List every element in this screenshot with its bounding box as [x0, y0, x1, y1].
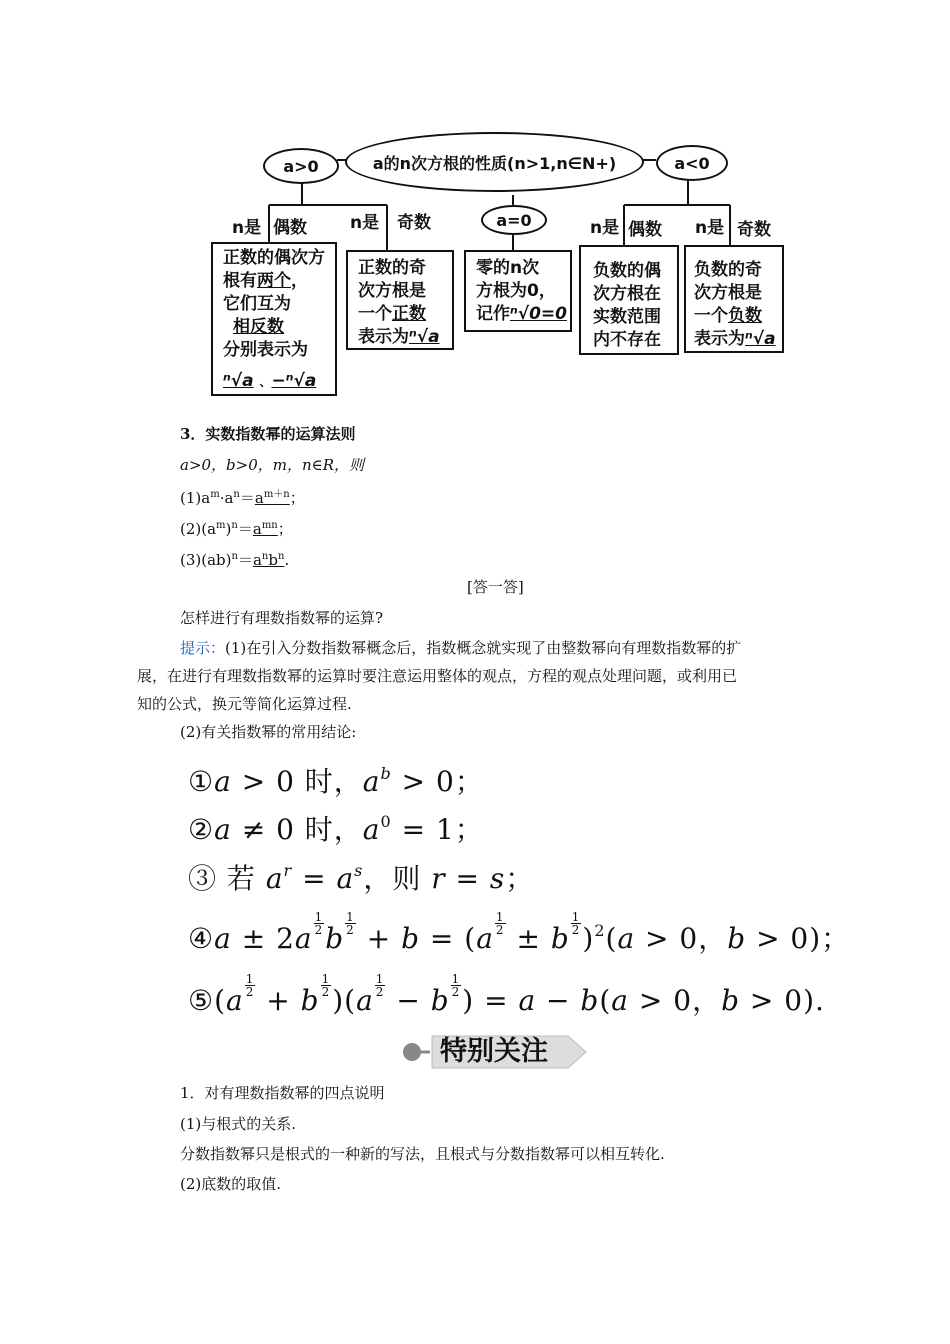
- special-item1: 1．对有理数指数幂的四点说明: [180, 1084, 385, 1102]
- condition-a-positive: [263, 148, 339, 184]
- qa-point2: (2)有关指数幂的常用结论:: [180, 723, 357, 741]
- box1-line3: 它们互为: [223, 294, 291, 314]
- qa-hint-line1: 提示：(1)在引入分数指数幂概念后，指数概念就实现了由整数幂向有理数指数幂的扩: [180, 639, 742, 657]
- box2-line4: 表示为ⁿ√a: [358, 327, 440, 347]
- box-positive-odd: [346, 250, 454, 350]
- formula-3: ③ 若 $a^r = a^s$，则 r = s；: [188, 861, 535, 895]
- section3-title: 3．实数指数幂的运算法则: [180, 425, 356, 443]
- special-item1-1-desc: 分数指数幂只是根式的一种新的写法，且根式与分数指数幂可以相互转化.: [180, 1145, 665, 1163]
- label-odd-1: 奇数: [397, 213, 431, 233]
- box2-line3: 一个正数: [358, 304, 426, 324]
- condition-a-negative-label: a<0: [674, 153, 710, 173]
- box-zero: [464, 250, 572, 332]
- box5-line2: 次方根是: [694, 283, 762, 303]
- label-odd-2: 奇数: [737, 220, 771, 240]
- label-n-is-4: n是: [695, 218, 725, 238]
- box5-line4: 表示为ⁿ√a: [694, 329, 776, 349]
- condition-a-positive-label: a>0: [283, 156, 319, 176]
- formula-1: ①a > 0 时，$a^b > 0$；: [188, 764, 484, 798]
- box1-line1: 正数的偶次方: [223, 248, 325, 268]
- box1-line2: 根有两个，: [223, 271, 308, 291]
- label-even-2: 偶数: [628, 220, 662, 240]
- qa-hint-line2: 展，在进行有理数指数幂的运算时要注意运用整体的观点，方程的观点处理问题，或利用已: [137, 667, 738, 685]
- hint-label: 提示：: [180, 639, 226, 657]
- condition-a-zero-label: a=0: [496, 210, 532, 230]
- center-oval-label: a的n次方根的性质(n>1,n∈N+): [372, 153, 617, 173]
- condition-a-zero: [481, 205, 547, 235]
- special-banner: [400, 1032, 590, 1072]
- box-negative-odd: [684, 245, 784, 353]
- banner-title: 特别关注: [440, 1036, 548, 1067]
- box2-line1: 正数的奇: [358, 258, 426, 278]
- box5-line3: 一个负数: [694, 306, 762, 326]
- formula-5: ⑤(a $\frac{1}{2}$ + b $\frac{1}{2}$ )(a $\frac{1}{2}$ − b $\frac{1}{2}$ ) = a − b(a > 0，b > 0).: [188, 972, 825, 1017]
- condition-a-negative: [656, 145, 728, 181]
- special-item1-2: (2)底数的取值.: [180, 1175, 282, 1193]
- section3-conditions: a>0，b>0，m，n∈R，则: [180, 456, 365, 474]
- label-n-is-1: n是: [232, 218, 262, 238]
- box5-line1: 负数的奇: [694, 260, 762, 280]
- qa-hint-line3: 知的公式，换元等简化运算过程.: [137, 695, 352, 713]
- center-oval: [345, 132, 644, 192]
- box4-line4: 内不存在: [593, 330, 661, 350]
- box4-line3: 实数范围: [593, 307, 661, 327]
- box4-line1: 负数的偶: [593, 261, 661, 281]
- label-n-is-2: n是: [350, 213, 380, 233]
- formula-2: ②a ≠ 0 时，$a^0 = 1$；: [188, 812, 484, 846]
- rule-2: $(2)(a^m)^n=a^{mn}$；: [180, 520, 293, 538]
- box1-exprs: ⁿ√a 、−ⁿ√a: [223, 371, 317, 391]
- rule-3: $(3)(ab)^n=a^nb^n$.: [180, 551, 290, 569]
- box3-line2: 方根为0，: [476, 281, 556, 301]
- diagram-lines: [0, 0, 950, 420]
- box-positive-even: [211, 242, 337, 396]
- box1-line5: 分别表示为: [223, 340, 308, 360]
- box1-line4: 相反数: [233, 317, 284, 337]
- qa-heading: [答一答]: [467, 578, 524, 596]
- rule-1: $(1)a^m\cdot a^n=a^{m+n}$；: [180, 489, 305, 507]
- box2-line2: 次方根是: [358, 281, 426, 301]
- special-item1-1: (1)与根式的关系.: [180, 1115, 297, 1133]
- label-n-is-3: n是: [590, 218, 620, 238]
- box-negative-even: [579, 245, 679, 355]
- formula-4: ④a ± 2a $\frac{1}{2}$ b $\frac{1}{2}$ + b = (a $\frac{1}{2}$ ± b $\frac{1}{2}$ )$^2$(a > 0，b > 0)；: [188, 910, 851, 955]
- qa-question: 怎样进行有理数指数幂的运算?: [180, 609, 384, 627]
- box3-line1: 零的n次: [476, 258, 540, 278]
- box3-line3: 记作ⁿ√0=0: [476, 304, 567, 324]
- label-even-1: 偶数: [273, 218, 307, 238]
- box4-line2: 次方根在: [593, 284, 661, 304]
